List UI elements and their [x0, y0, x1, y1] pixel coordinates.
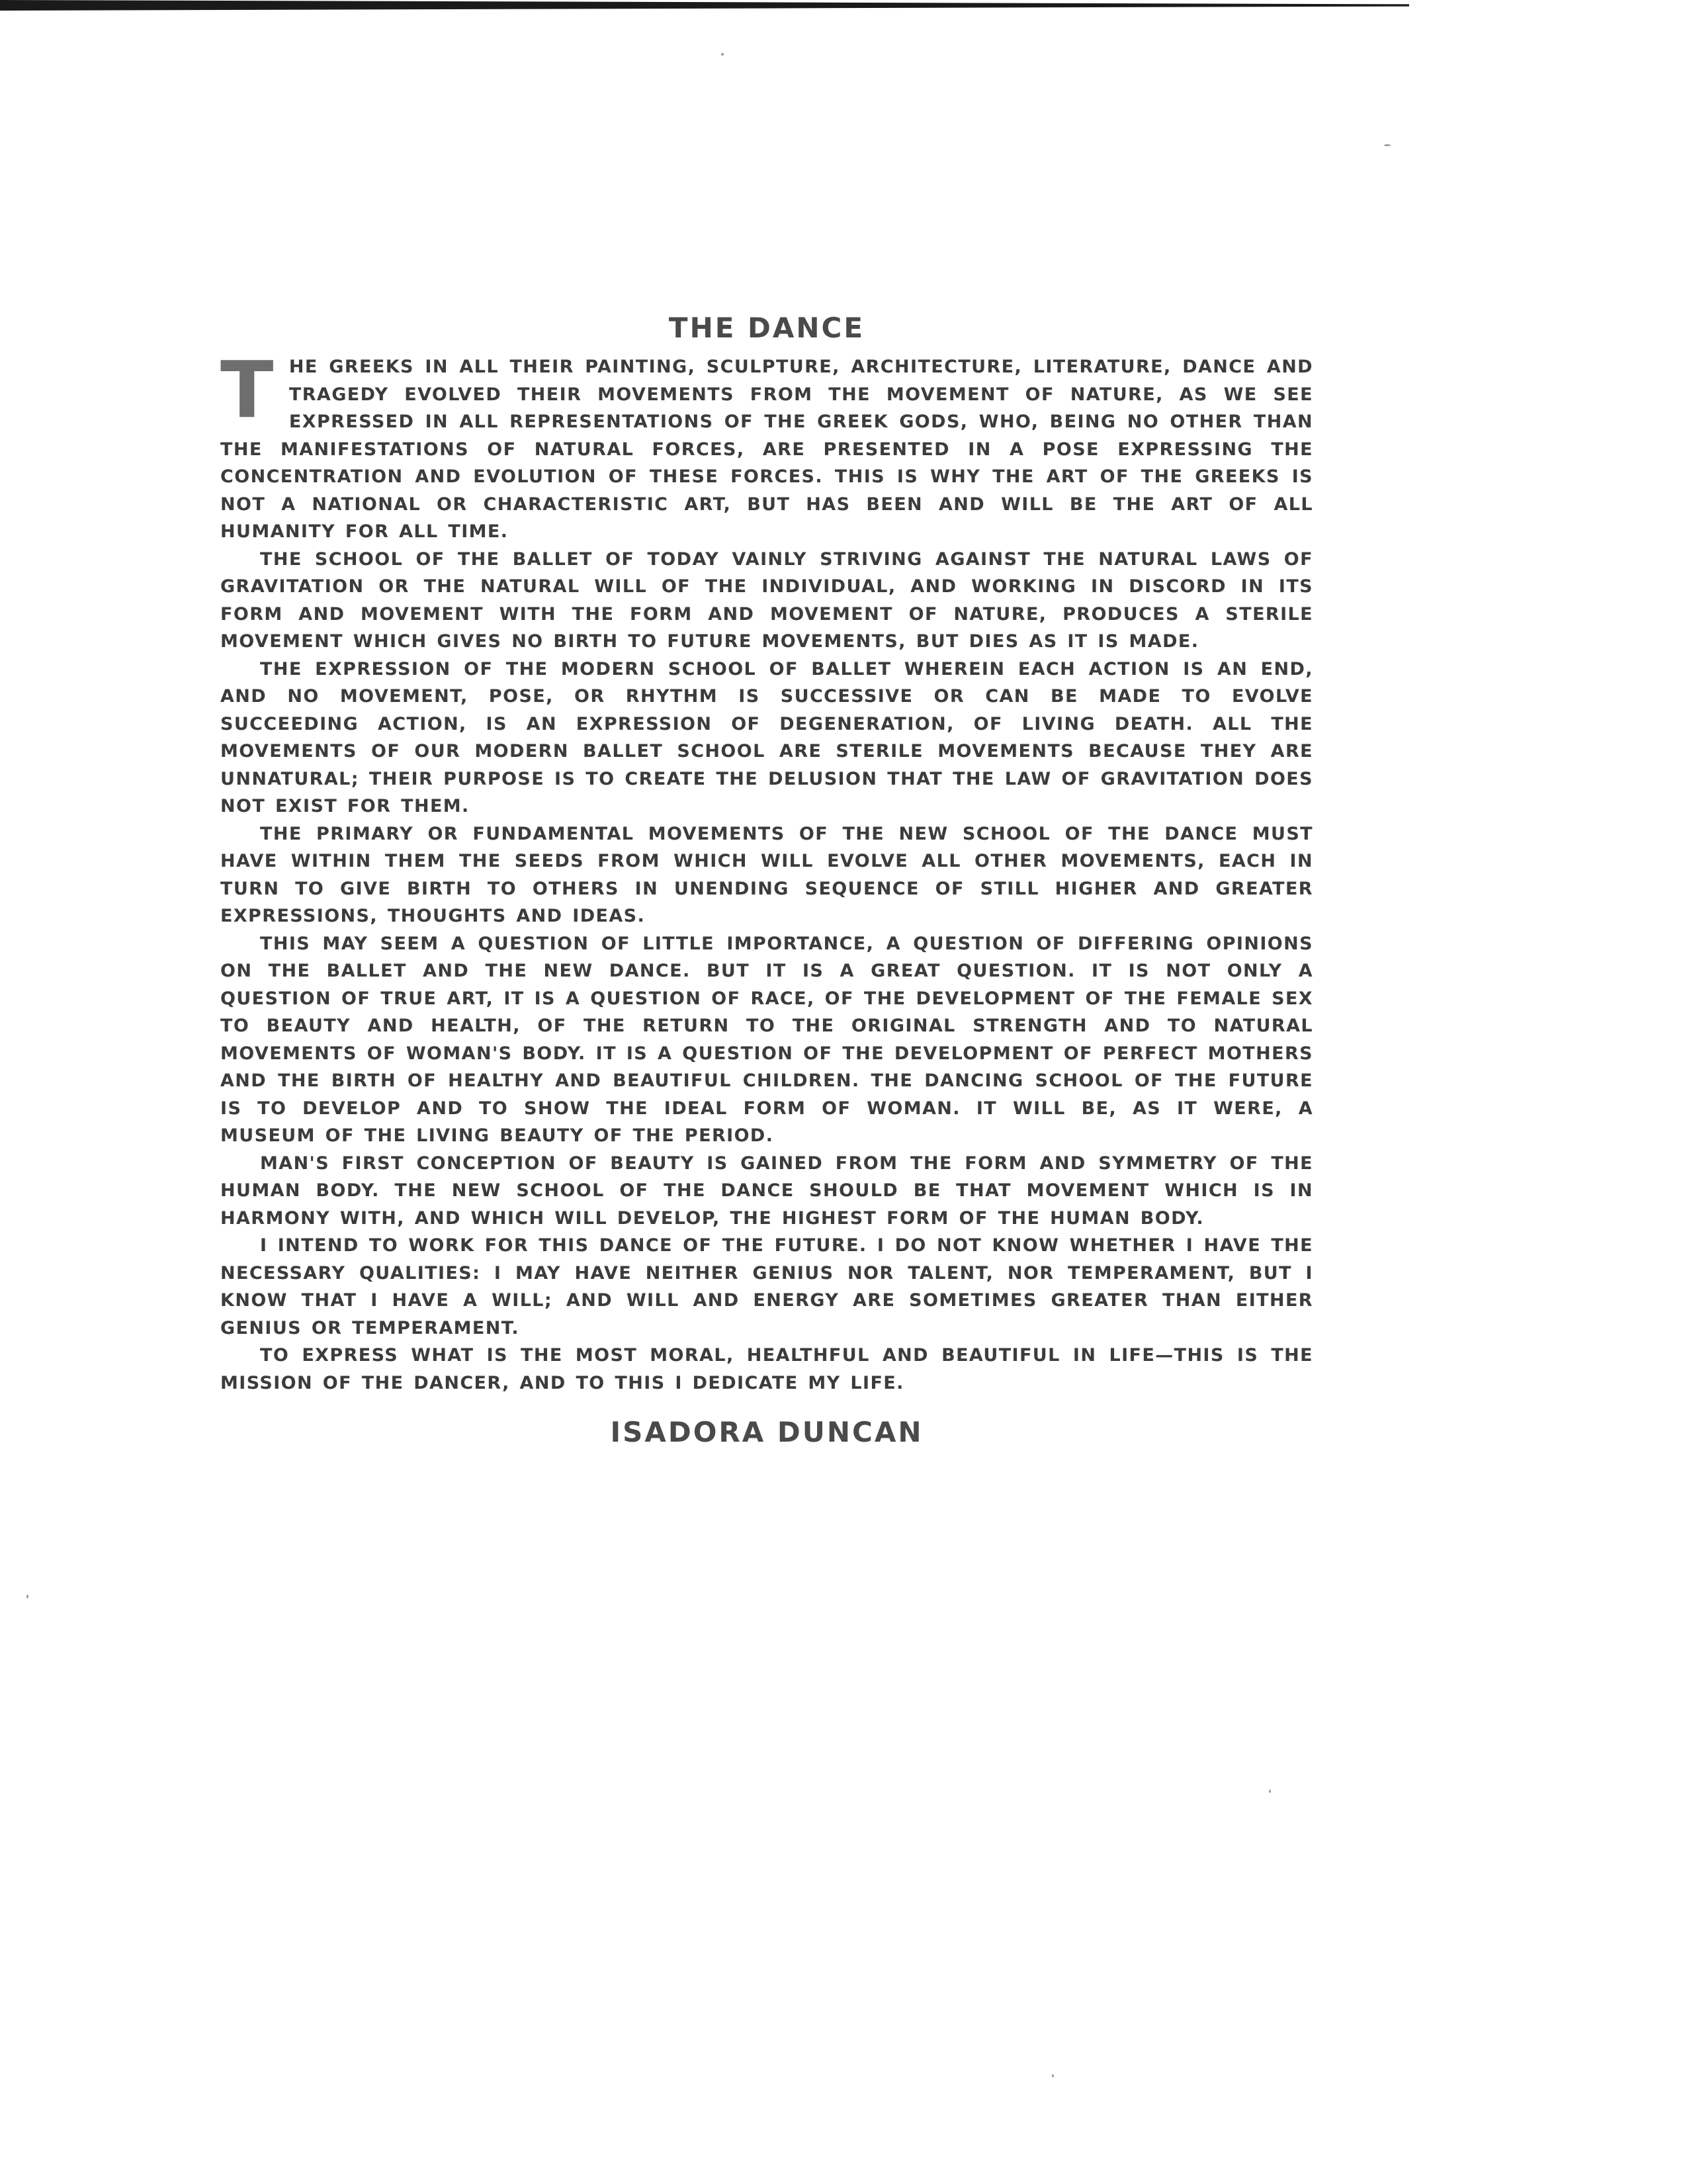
scan-speck: [721, 53, 724, 56]
paragraph-3: THE EXPRESSION OF THE MODERN SCHOOL OF BALLET WHEREIN EACH ACTION IS AN END, AND NO MOVEMENT, POSE, OR RHYTHM IS SUCCESSIVE OR CAN BE MADE TO EVOLVE SUCCEEDING ACTION, IS AN EXPRESSION OF DEGENERATION, OF LIVING DEATH. ALL THE MOVEMENTS OF OUR MODERN BALLET SCHOOL ARE STERILE MOVEMENTS BECAUSE THEY ARE UNNATURAL; THEIR PURPOSE IS TO CREATE THE DELUSION THAT THE LAW OF GRAVITATION DOES NOT EXIST FOR THEM.: [220, 658, 1313, 816]
paragraph-6: MAN'S FIRST CONCEPTION OF BEAUTY IS GAINED FROM THE FORM AND SYMMETRY OF THE HUMAN BODY. THE NEW SCHOOL OF THE DANCE SHOULD BE THAT MOVEMENT WHICH IS IN HARMONY WITH, AND WHICH WILL DEVELOP, THE HIGHEST FORM OF THE HUMAN BODY.: [220, 1153, 1313, 1229]
drop-cap: T: [220, 344, 275, 435]
scan-speck: [1269, 1790, 1271, 1793]
scan-speck: [1384, 144, 1391, 146]
scan-speck: [1052, 2074, 1054, 2077]
paragraph-8: TO EXPRESS WHAT IS THE MOST MORAL, HEALTHFUL AND BEAUTIFUL IN LIFE—THIS IS THE MISSION OF THE DANCER, AND TO THIS I DEDICATE MY LIFE.: [220, 1345, 1313, 1393]
paragraph-4: THE PRIMARY OR FUNDAMENTAL MOVEMENTS OF THE NEW SCHOOL OF THE DANCE MUST HAVE WITHIN THEM THE SEEDS FROM WHICH WILL EVOLVE ALL OTHER MOVEMENTS, EACH IN TURN TO GIVE BIRTH TO OTHERS IN UNENDING SEQUENCE OF STILL HIGHER AND GREATER EXPRESSIONS, THOUGHTS AND IDEAS.: [220, 823, 1313, 926]
author-signature: ISADORA DUNCAN: [610, 1416, 924, 1448]
paragraph-7: I INTEND TO WORK FOR THIS DANCE OF THE FUTURE. I DO NOT KNOW WHETHER I HAVE THE NECESSARY QUALITIES: I MAY HAVE NEITHER GENIUS NOR TALENT, NOR TEMPERAMENT, BUT I KNOW THAT I HAVE A WILL; AND WILL AND ENERGY ARE SOMETIMES GREATER THAN EITHER GENIUS OR TEMPERAMENT.: [220, 1235, 1313, 1338]
scan-speck: [26, 1594, 28, 1598]
document-title: THE DANCE: [668, 312, 865, 344]
top-edge-rule: [0, 0, 1409, 11]
document-page: [220, 308, 1313, 1452]
paragraph-5: THIS MAY SEEM A QUESTION OF LITTLE IMPORTANCE, A QUESTION OF DIFFERING OPINIONS ON THE BALLET AND THE NEW DANCE. BUT IT IS A GREAT QUESTION. IT IS NOT ONLY A QUESTION OF TRUE ART, IT IS A QUESTION OF RACE, OF THE DEVELOPMENT OF THE FEMALE SEX TO BEAUTY AND HEALTH, OF THE RETURN TO THE ORIGINAL STRENGTH AND TO NATURAL MOVEMENTS OF WOMAN'S BODY. IT IS A QUESTION OF THE DEVELOPMENT OF PERFECT MOTHERS AND THE BIRTH OF HEALTHY AND BEAUTIFUL CHILDREN. THE DANCING SCHOOL OF THE FUTURE IS TO DEVELOP AND TO SHOW THE IDEAL FORM OF WOMAN. IT WILL BE, AS IT WERE, A MUSEUM OF THE LIVING BEAUTY OF THE PERIOD.: [220, 933, 1313, 1146]
paragraph-1: [220, 344, 1313, 546]
paragraph-2: THE SCHOOL OF THE BALLET OF TODAY VAINLY STRIVING AGAINST THE NATURAL LAWS OF GRAVITATION OR THE NATURAL WILL OF THE INDIVIDUAL, AND WORKING IN DISCORD IN ITS FORM AND MOVEMENT WITH THE FORM AND MOVEMENT OF NATURE, PRODUCES A STERILE MOVEMENT WHICH GIVES NO BIRTH TO FUTURE MOVEMENTS, BUT DIES AS IT IS MADE.: [220, 548, 1313, 652]
paragraph-1-text: HE GREEKS IN ALL THEIR PAINTING, SCULPTURE, ARCHITECTURE, LITERATURE, DANCE AND TRAGEDY EVOLVED THEIR MOVEMENTS FROM THE MOVEMENT OF NATURE, AS WE SEE EXPRESSED IN ALL REPRESENTATIONS OF THE GREEK GODS, WHO, BEING NO OTHER THAN THE MANIFESTATIONS OF NATURAL FORCES, ARE PRESENTED IN A POSE EXPRESSING THE CONCENTRATION AND EVOLUTION OF THESE FORCES. THIS IS WHY THE ART OF THE GREEKS IS NOT A NATIONAL OR CHARACTERISTIC ART, BUT HAS BEEN AND WILL BE THE ART OF ALL HUMANITY FOR ALL TIME.: [220, 357, 1313, 542]
